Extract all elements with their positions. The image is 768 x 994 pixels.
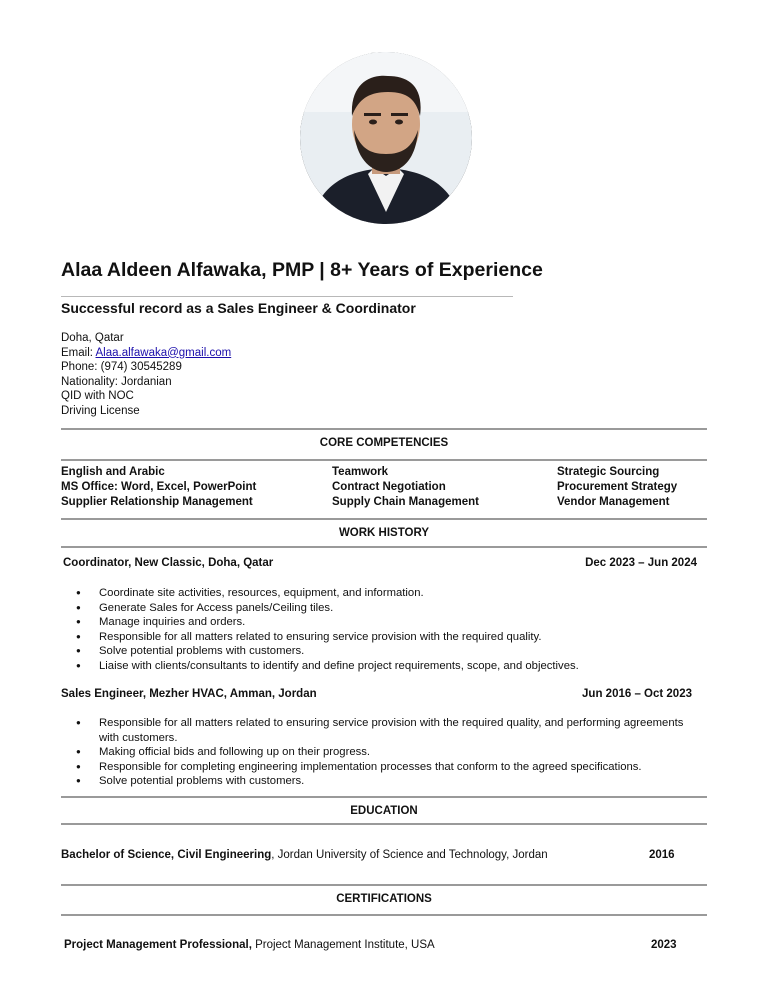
competency-item: MS Office: Word, Excel, PowerPoint [61, 481, 257, 493]
competencies-column-1 [61, 465, 256, 510]
competency-item: Supplier Relationship Management [61, 496, 253, 508]
section-divider [61, 518, 707, 520]
profile-photo [300, 52, 472, 224]
contact-nationality: Nationality: Jordanian [61, 375, 172, 388]
list-item: ● Responsible for all matters related to ensuring service provision with the required quality, and performing agreements with customers. [61, 716, 701, 745]
list-item: ● Liaise with clients/consultants to identify and define project requirements, scope, and objectives. [61, 659, 701, 674]
certification-issuer: Project Management Institute, USA [251, 939, 435, 951]
competencies-column-3 [557, 465, 677, 510]
competency-item: English and Arabic [61, 466, 165, 478]
section-title-competencies: CORE COMPETENCIES [319, 437, 449, 449]
list-item: ● Solve potential problems with customers. [61, 774, 701, 789]
competencies-column-2 [332, 465, 479, 510]
certification-year: 2023 [651, 939, 677, 951]
list-item: ● Responsible for completing engineering implementation processes that conform to the agreed specifications. [61, 760, 701, 775]
contact-license: Driving License [61, 404, 140, 417]
competency-item: Contract Negotiation [332, 481, 446, 493]
list-item: ● Manage inquiries and orders. [61, 615, 701, 630]
section-title-work-history: WORK HISTORY [338, 527, 430, 539]
certification-entry [64, 939, 435, 951]
page-title: Alaa Aldeen Alfawaka, PMP | 8+ Years of Experience [61, 259, 543, 281]
contact-email-line [61, 346, 231, 361]
contact-phone: Phone: (974) 30545289 [61, 361, 182, 373]
list-item: ● Coordinate site activities, resources, equipment, and information. [61, 586, 701, 601]
section-title-education: EDUCATION [350, 805, 418, 817]
section-divider [61, 823, 707, 825]
section-divider [61, 546, 707, 548]
competency-item: Vendor Management [557, 496, 670, 508]
job-duties-list [61, 586, 701, 674]
degree: Bachelor of Science, Civil Engineering [61, 849, 272, 861]
tagline: Successful record as a Sales Engineer & Coordinator [61, 300, 416, 316]
list-item: ● Generate Sales for Access panels/Ceiling tiles. [61, 601, 701, 616]
job-dates: Dec 2023 – Jun 2024 [585, 557, 697, 569]
job-duties-list [61, 716, 701, 789]
competency-item: Teamwork [332, 466, 389, 478]
email-link[interactable]: Alaa.alfawaka@gmail.com [95, 346, 232, 359]
section-divider [61, 428, 707, 430]
contact-qid: QID with NOC [61, 390, 134, 402]
title-divider [61, 296, 513, 297]
section-divider [61, 884, 707, 886]
contact-location: Doha, Qatar [61, 332, 124, 344]
competency-item: Strategic Sourcing [557, 466, 660, 478]
institution: , Jordan University of Science and Technology, Jordan [271, 849, 548, 861]
list-item: ● Making official bids and following up on their progress. [61, 745, 701, 760]
list-item: ● Solve potential problems with customers. [61, 644, 701, 659]
job-dates: Jun 2016 – Oct 2023 [582, 688, 692, 700]
competency-item: Supply Chain Management [332, 496, 479, 508]
section-divider [61, 459, 707, 461]
email-label: Email: [61, 346, 96, 359]
education-year: 2016 [649, 849, 675, 861]
job-title: Coordinator, New Classic, Doha, Qatar [63, 557, 274, 569]
list-item: ● Responsible for all matters related to ensuring service provision with the required quality. [61, 630, 701, 645]
section-divider [61, 796, 707, 798]
section-divider [61, 914, 707, 916]
job-title: Sales Engineer, Mezher HVAC, Amman, Jordan [61, 688, 317, 700]
education-entry [61, 849, 548, 861]
competency-item: Procurement Strategy [557, 481, 678, 493]
section-title-certifications: CERTIFICATIONS [336, 893, 432, 905]
certification-name: Project Management Professional, [64, 939, 252, 951]
